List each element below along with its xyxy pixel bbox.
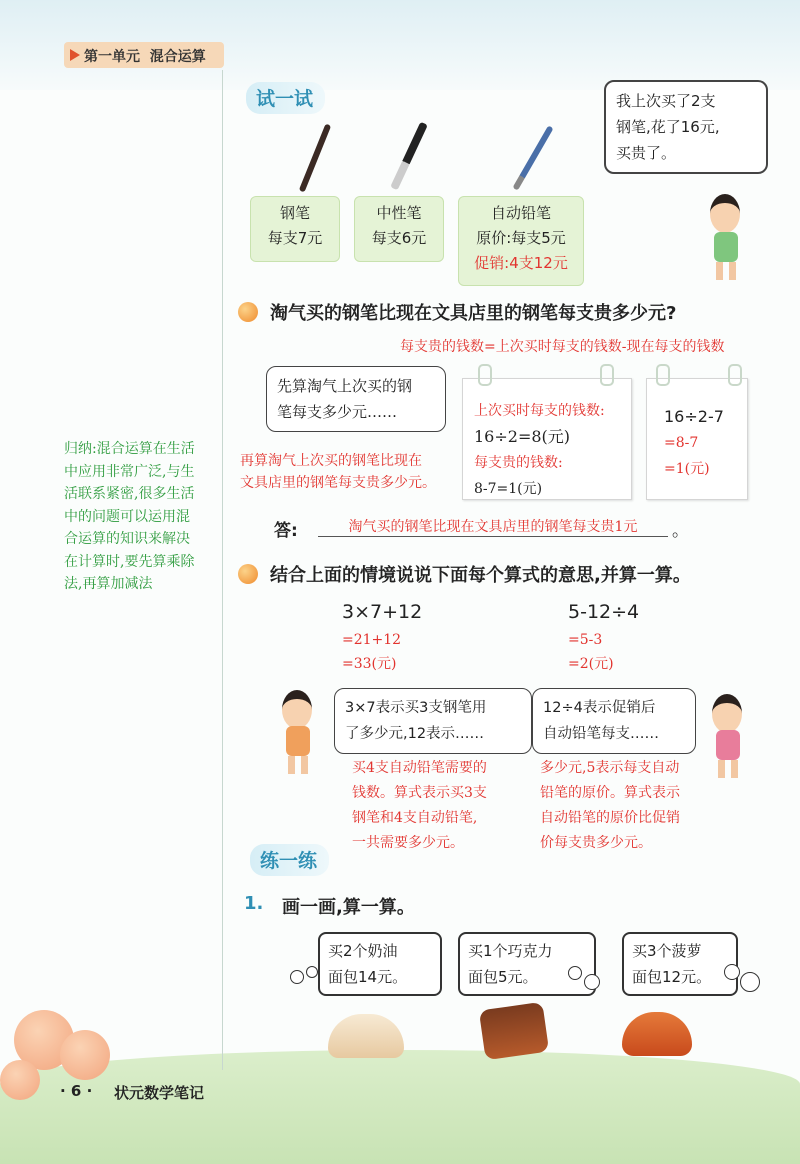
girl-red-line: 价每支贵多少元。: [540, 835, 652, 851]
pineapple-bread-icon: [622, 1012, 692, 1056]
solution-a-line: 每支贵的钱数:: [474, 455, 563, 471]
answer-end: 。: [672, 521, 689, 541]
bread-card-cream: [318, 932, 442, 996]
question-2-text: 结合上面的情境说说下面每个算式的意思,并算一算。: [270, 565, 691, 586]
solution-a-line: 上次买时每支的钱数:: [474, 403, 605, 419]
girl-red-line: 铅笔的原价。算式表示: [540, 785, 680, 801]
section-practice-badge: 练一练: [250, 844, 329, 876]
hint-red-line: 文具店里的钢笔每支贵多少元。: [240, 475, 436, 491]
solution-a-line: 8-7=1(元): [474, 481, 543, 497]
price-card-price: 每支7元: [267, 229, 323, 247]
bread-card-line: 面包14元。: [328, 968, 408, 986]
girl-red-note: [540, 756, 680, 856]
cream-bread-icon: [328, 1014, 404, 1058]
girl-red-line: 多少元,5表示每支自动: [540, 760, 680, 776]
expression-step: =5-3: [568, 632, 603, 648]
boy-avatar-body: [286, 726, 310, 756]
thought-circle: [584, 974, 600, 990]
expression-main: 3×7+12: [342, 601, 423, 623]
exercise-number: 1.: [244, 893, 264, 914]
boy-red-note: [352, 756, 487, 856]
mechanical-pencil-icon: [512, 125, 553, 190]
girl-red-line: 自动铅笔的原价比促销: [540, 810, 680, 826]
bubble-line: 12÷4表示促销后: [543, 700, 656, 716]
bubble-line: 了多少元,12表示……: [345, 726, 485, 742]
clip-icon: [728, 364, 742, 386]
speech-bubble: [604, 80, 768, 174]
gel-pen-icon: [390, 122, 428, 191]
page-number: · 6 ·: [60, 1082, 93, 1100]
margin-note-line: 归纳:混合运算在生活: [64, 441, 195, 457]
question-1-red-note: 每支贵的钱数=上次买时每支的钱数-现在每支的钱数: [400, 339, 725, 355]
book-title: 状元数学笔记: [114, 1084, 205, 1102]
boy-avatar-body: [714, 232, 738, 262]
ground-decoration: [0, 1050, 800, 1164]
solution-a-content: [474, 398, 605, 502]
expression-step: =33(元): [342, 656, 397, 672]
price-card-price: 原价:每支5元: [476, 229, 566, 247]
margin-note-line: 在计算时,要先算乘除: [64, 553, 195, 570]
clip-icon: [600, 364, 614, 386]
hint-bubble: [266, 366, 446, 432]
margin-note-line: 活联系紧密,很多生活: [64, 486, 195, 502]
thought-circle: [724, 964, 740, 980]
speech-line: 买贵了。: [616, 144, 677, 162]
girl-avatar-leg: [718, 760, 725, 778]
boy-avatar-head: [710, 194, 740, 233]
girl-speech-bubble: [532, 688, 696, 754]
hint-red-line: 再算淘气上次买的钢笔比现在: [240, 453, 422, 469]
unit-header: [64, 42, 224, 68]
solution-b-line: =1(元): [664, 461, 710, 477]
triangle-icon: [70, 49, 80, 61]
tree-decoration: [0, 1060, 40, 1100]
bread-card-line: 面包12元。: [632, 968, 712, 986]
thought-circle: [290, 970, 304, 984]
margin-note-line: 法,再算加减法: [64, 576, 153, 592]
price-card-gel-pen: [354, 196, 444, 262]
hint-red-note: [240, 450, 436, 494]
bubble-line: 3×7表示买3支钢笔用: [345, 700, 487, 716]
price-card-promo: 促销:4支12元: [474, 254, 568, 272]
boy-avatar-leg: [288, 756, 295, 774]
girl-avatar-body: [716, 730, 740, 760]
girl-avatar-leg: [731, 760, 738, 778]
bread-card-pineapple: [622, 932, 738, 996]
question-1-text: 淘气买的钢笔比现在文具店里的钢笔每支贵多少元?: [270, 303, 677, 324]
thought-circle: [740, 972, 760, 992]
answer-label: 答:: [274, 521, 298, 541]
tree-decoration: [60, 1030, 110, 1080]
unit-label: 第一单元: [84, 49, 140, 65]
margin-divider: [222, 70, 223, 1070]
solution-b-content: [664, 404, 724, 482]
speech-line: 我上次买了2支: [616, 92, 716, 110]
margin-note-line: 中应用非常广泛,与生: [64, 463, 195, 480]
expression-1: [342, 600, 422, 676]
price-card-name: 钢笔: [279, 204, 310, 222]
unit-title: [84, 46, 206, 66]
solution-b-line: 16÷2-7: [664, 407, 724, 426]
section-try-badge: 试一试: [246, 82, 325, 114]
question-bullet-icon: [238, 564, 258, 584]
question-bullet-icon: [238, 302, 258, 322]
bread-card-chocolate: [458, 932, 596, 996]
boy-speech-bubble: [334, 688, 532, 754]
margin-summary-note: [64, 438, 195, 596]
price-card-name: 中性笔: [376, 204, 422, 222]
expression-2: [568, 600, 639, 676]
boy-red-line: 一共需要多少元。: [352, 835, 464, 851]
answer-text: 淘气买的钢笔比现在文具店里的钢笔每支贵1元: [318, 516, 668, 537]
expression-step: =2(元): [568, 656, 614, 672]
topic-label: 混合运算: [149, 49, 206, 65]
bread-card-line: 买1个巧克力: [468, 942, 553, 960]
exercise-text: 画一画,算一算。: [282, 897, 415, 918]
boy-avatar-leg: [729, 262, 736, 280]
price-card-pencil: [458, 196, 584, 286]
price-card-price: 每支6元: [371, 229, 427, 247]
boy-avatar-leg: [301, 756, 308, 774]
margin-note-line: 中的问题可以运用混: [64, 508, 190, 525]
girl-avatar-head: [712, 694, 742, 733]
bubble-line: 自动铅笔每支……: [543, 726, 659, 742]
expression-main: 5-12÷4: [568, 601, 640, 623]
fountain-pen-icon: [299, 123, 332, 192]
hint-line: 笔每支多少元……: [277, 403, 398, 421]
boy-red-line: 钢笔和4支自动铅笔,: [352, 810, 478, 826]
bread-card-line: 买2个奶油: [328, 942, 398, 960]
thought-circle: [306, 966, 318, 978]
solution-a-line: 16÷2=8(元): [474, 427, 571, 446]
thought-circle: [568, 966, 582, 980]
clip-icon: [478, 364, 492, 386]
margin-note-line: 合运算的知识来解决: [64, 531, 190, 547]
chocolate-bread-icon: [479, 1002, 549, 1060]
speech-line: 钢笔,花了16元,: [616, 118, 720, 136]
solution-b-line: =8-7: [664, 435, 699, 451]
boy-avatar-head: [282, 690, 312, 729]
clip-icon: [656, 364, 670, 386]
price-card-pen: [250, 196, 340, 262]
boy-red-line: 钱数。算式表示买3支: [352, 785, 487, 801]
price-card-name: 自动铅笔: [490, 204, 551, 222]
bread-card-line: 面包5元。: [468, 968, 538, 986]
boy-avatar-leg: [716, 262, 723, 280]
boy-red-line: 买4支自动铅笔需要的: [352, 760, 487, 776]
expression-step: =21+12: [342, 632, 402, 648]
hint-line: 先算淘气上次买的钢: [277, 377, 413, 395]
bread-card-line: 买3个菠萝: [632, 942, 702, 960]
